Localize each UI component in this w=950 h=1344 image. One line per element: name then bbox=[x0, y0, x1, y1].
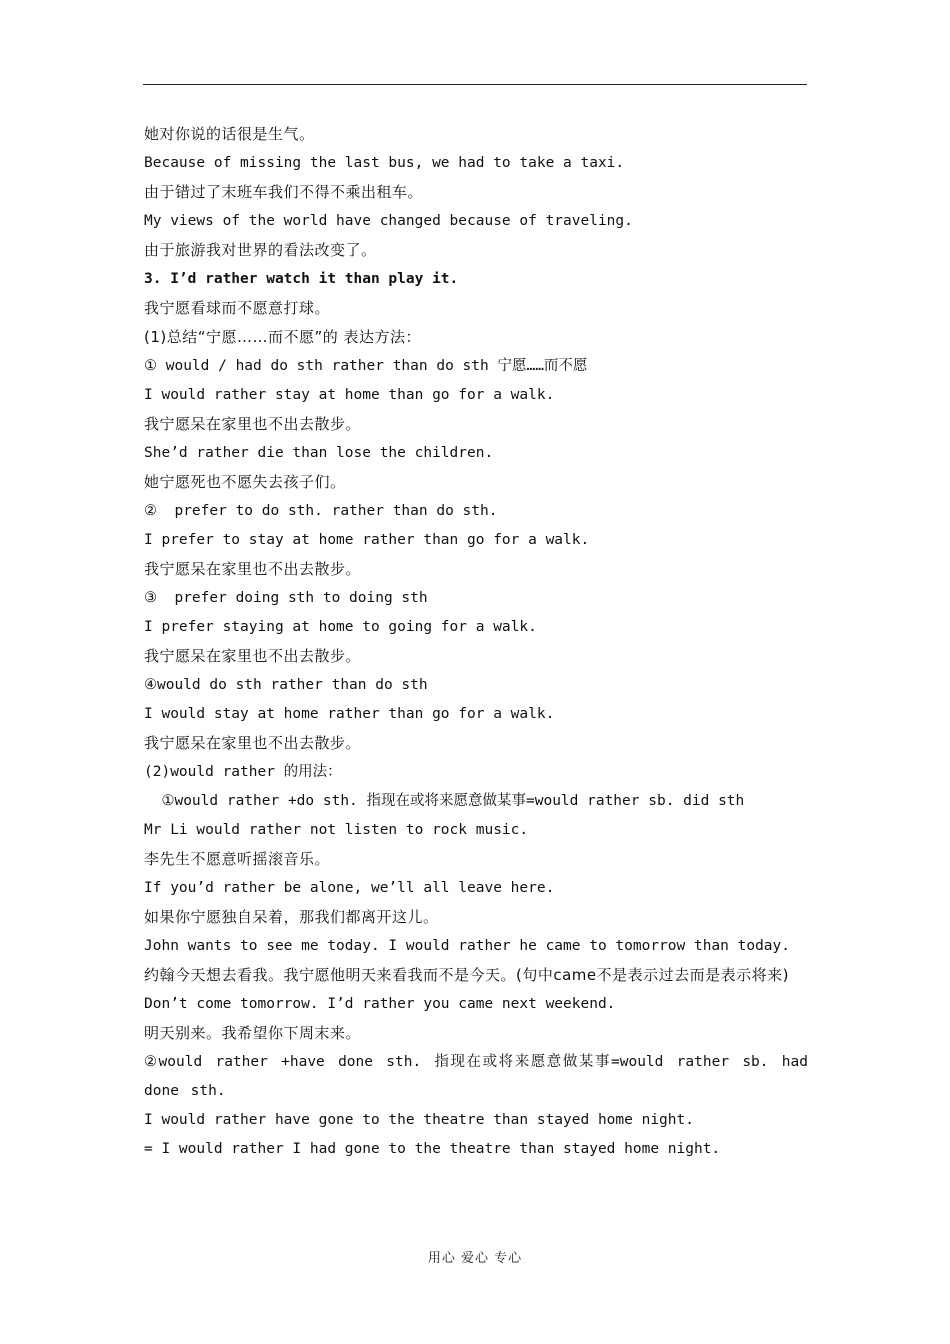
text-line: 我宁愿呆在家里也不出去散步。 bbox=[144, 647, 362, 665]
text-line: 我宁愿呆在家里也不出去散步。 bbox=[144, 415, 362, 433]
text-line: I would rather have gone to the theatre than stayed home night. bbox=[144, 1112, 694, 1128]
text-line: ④would do sth rather than do sth bbox=[144, 677, 428, 693]
text-line: 约翰今天想去看我。我宁愿他明天来看我而不是今天。(句中came不是表示过去而是表示将来) bbox=[144, 966, 789, 984]
text-line: She’d rather die than lose the children. bbox=[144, 445, 494, 461]
text-line: I would stay at home rather than go for a walk. bbox=[144, 706, 555, 722]
text-line: 如果你宁愿独自呆着，那我们都离开这儿。 bbox=[144, 908, 439, 926]
text-line: 我宁愿呆在家里也不出去散步。 bbox=[144, 560, 362, 578]
text-line: 由于旅游我对世界的看法改变了。 bbox=[144, 241, 377, 259]
text-line: 她宁愿死也不愿失去孩子们。 bbox=[144, 473, 346, 491]
text-line: 我宁愿看球而不愿意打球。 bbox=[144, 299, 331, 317]
text-line: 她对你说的话很是生气。 bbox=[144, 125, 315, 143]
section-heading: 3. I’d rather watch it than play it. bbox=[144, 271, 459, 287]
text-line: If you’d rather be alone, we’ll all leave here. bbox=[144, 880, 555, 896]
text-line: ① would / had do sth rather than do sth 宁愿……而不愿 bbox=[144, 358, 588, 374]
text-line: ② prefer to do sth. rather than do sth. bbox=[144, 503, 498, 519]
text-line: ①would rather +do sth. 指现在或将来愿意做某事=would rather sb. did sth bbox=[144, 793, 745, 809]
text-line: 由于错过了末班车我们不得不乘出租车。 bbox=[144, 183, 424, 201]
text-line: = I would rather I had gone to the theatre than stayed home night. bbox=[144, 1141, 721, 1157]
text-line: 明天别来。我希望你下周末来。 bbox=[144, 1024, 362, 1042]
text-line: My views of the world have changed because of traveling. bbox=[144, 213, 633, 229]
subsection-heading: (1)总结“宁愿……而不愿”的 表达方法： bbox=[144, 328, 422, 346]
text-line: Mr Li would rather not listen to rock music. bbox=[144, 822, 529, 838]
subsection-heading: (2)would rather 的用法： bbox=[144, 764, 342, 780]
document-body bbox=[144, 120, 808, 1164]
text-line: I would rather stay at home than go for a walk. bbox=[144, 387, 555, 403]
page-footer: 用心 爱心 专心 bbox=[427, 1251, 523, 1266]
text-line: 李先生不愿意听摇滚音乐。 bbox=[144, 850, 331, 868]
text-line: John wants to see me today. I would rather he came to tomorrow than today. bbox=[144, 938, 791, 954]
text-line: ③ prefer doing sth to doing sth bbox=[144, 590, 428, 606]
text-line: Because of missing the last bus, we had to take a taxi. bbox=[144, 155, 625, 171]
header-rule bbox=[143, 84, 807, 85]
text-line: Don’t come tomorrow. I’d rather you came next weekend. bbox=[144, 996, 616, 1012]
text-line: I prefer staying at home to going for a walk. bbox=[144, 619, 537, 635]
text-line: I prefer to stay at home rather than go for a walk. bbox=[144, 532, 590, 548]
text-line: 我宁愿呆在家里也不出去散步。 bbox=[144, 734, 362, 752]
text-line: ②would rather +have done sth. 指现在或将来愿意做某事=would rather sb. had done sth. bbox=[144, 1054, 808, 1099]
